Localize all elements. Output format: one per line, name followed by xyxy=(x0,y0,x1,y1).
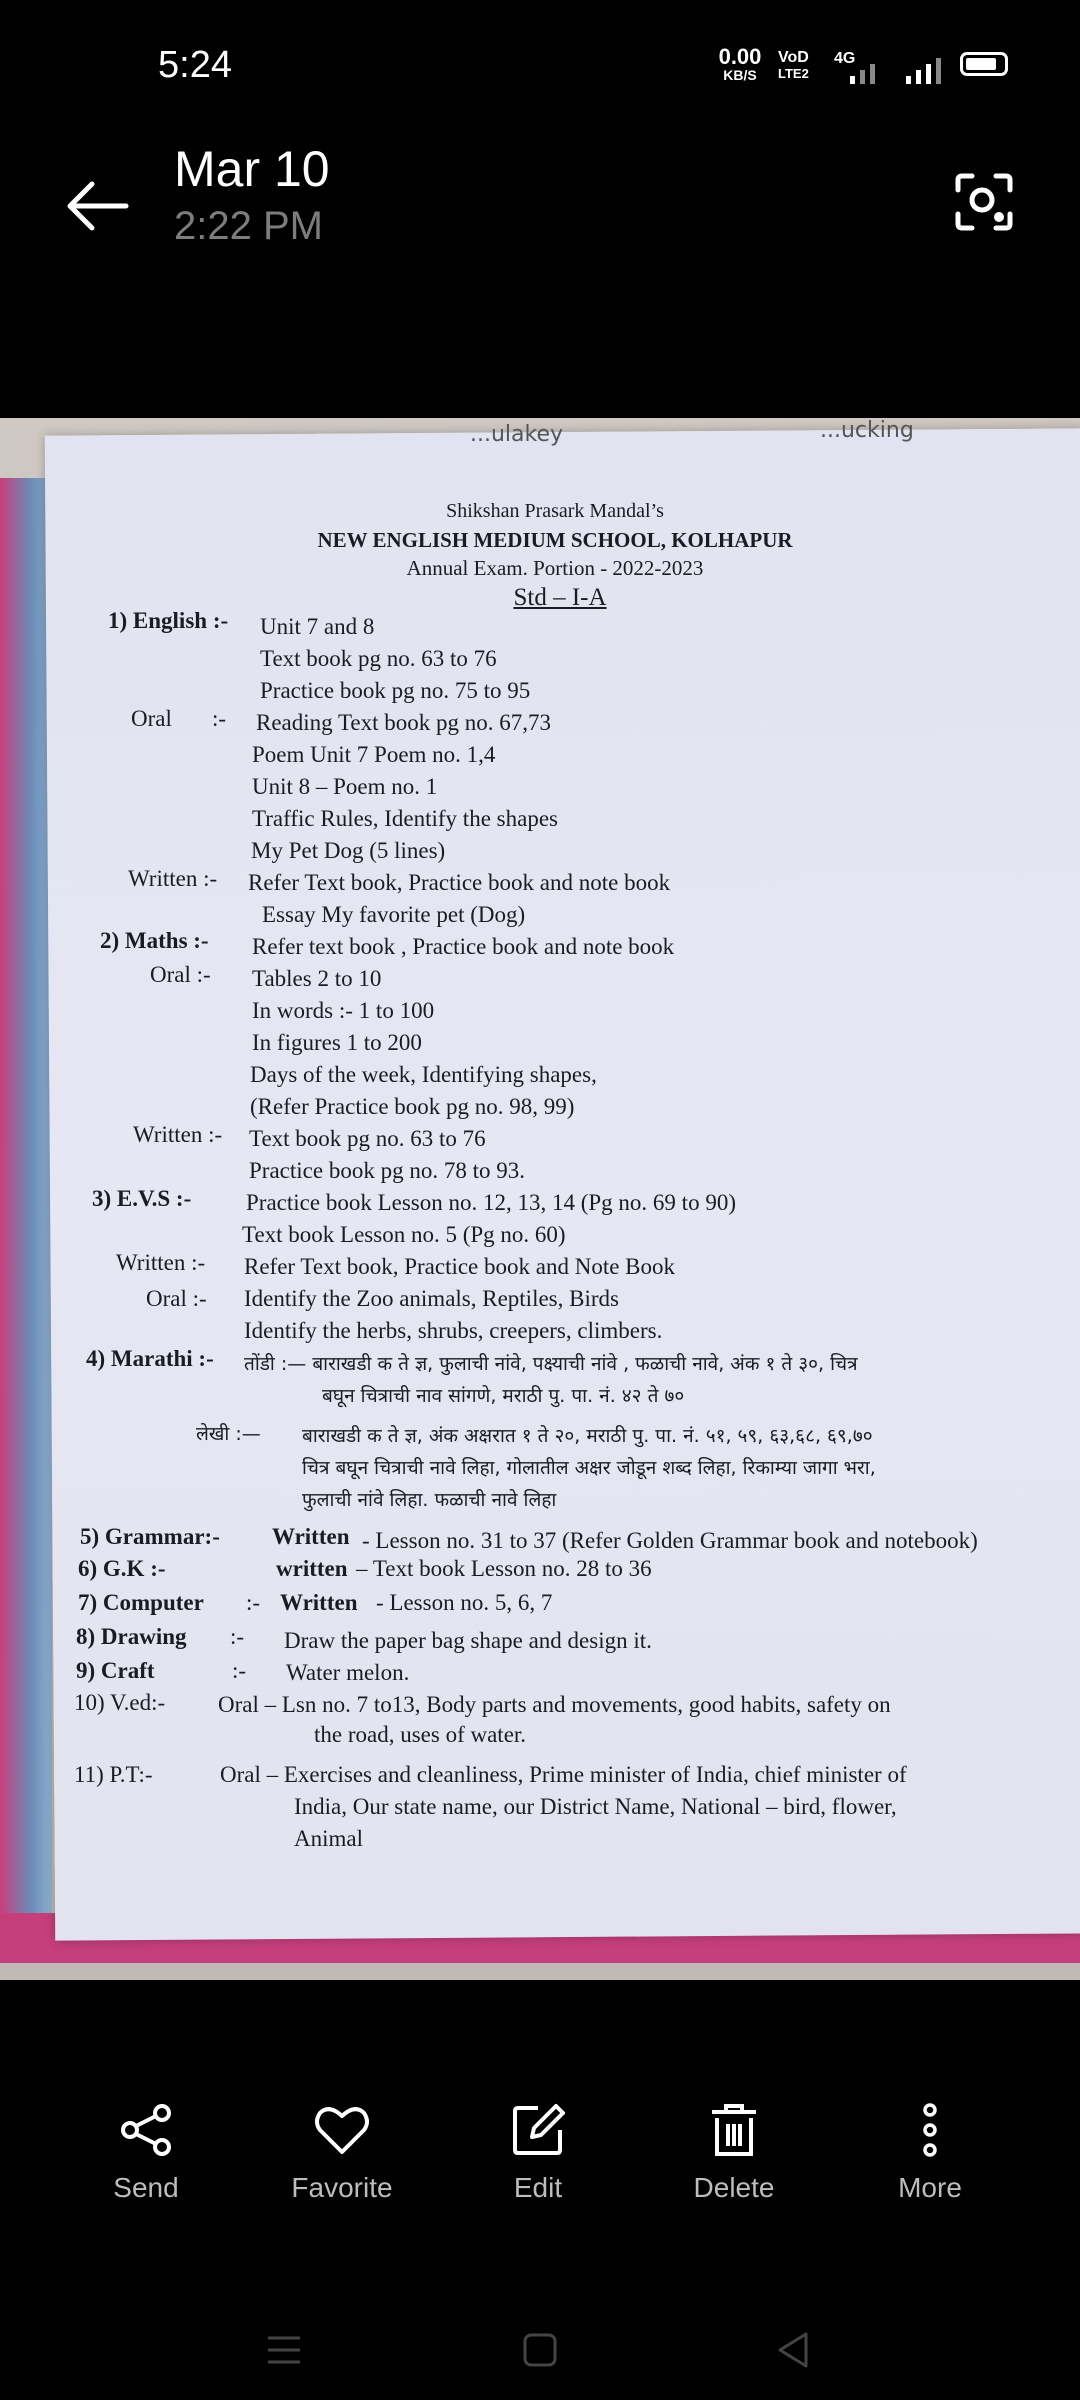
doc-line: Days of the week, Identifying shapes, xyxy=(250,1062,597,1087)
status-bar xyxy=(0,0,1080,130)
heart-icon xyxy=(312,2100,372,2160)
top-bar xyxy=(0,130,1080,280)
doc-line: लेखी :— xyxy=(196,1423,261,1445)
doc-line: My Pet Dog (5 lines) xyxy=(251,838,446,863)
network-speed-unit: KB/S xyxy=(723,67,757,83)
delete-button[interactable] xyxy=(644,2100,824,2204)
doc-line: Tables 2 to 10 xyxy=(252,966,382,991)
doc-line: बाराखडी क ते ज्ञ, अंक अक्षरात १ ते २०, मराठी पु. पा. नं. ५१, ५९, ६३,६८, ६९,७० xyxy=(302,1425,873,1447)
doc-line: 2) Maths :- xyxy=(100,928,209,953)
doc-line: (Refer Practice book pg no. 98, 99) xyxy=(250,1094,575,1119)
doc-line: Text book pg no. 63 to 76 xyxy=(260,646,497,671)
doc-line: 11) P.T:- xyxy=(74,1762,153,1787)
doc-line: Practice book Lesson no. 12, 13, 14 (Pg no. 69 to 90) xyxy=(246,1190,736,1215)
network-speed xyxy=(712,44,768,84)
send-button[interactable] xyxy=(56,2100,236,2204)
doc-line: 10) V.ed:- xyxy=(74,1690,166,1715)
doc-std: Std – I-A xyxy=(513,584,607,611)
doc-line: – Text book Lesson no. 28 to 36 xyxy=(356,1556,652,1581)
doc-line: In words :- 1 to 100 xyxy=(252,998,435,1023)
doc-line: 1) English :- xyxy=(108,608,229,633)
back-triangle-icon[interactable] xyxy=(774,2330,814,2370)
favorite-label: Favorite xyxy=(291,2172,393,2203)
doc-line: Refer text book , Practice book and note book xyxy=(252,934,675,959)
handwriting-left: ...ulakey xyxy=(470,422,564,447)
doc-line: Identify the Zoo animals, Reptiles, Birds xyxy=(244,1286,619,1311)
doc-line: :- xyxy=(246,1590,261,1615)
doc-line: Text book pg no. 63 to 76 xyxy=(249,1126,486,1151)
doc-line: फुलाची नांवे लिहा. फळाची नावे लिहा xyxy=(302,1489,557,1511)
doc-line: :- xyxy=(232,1658,247,1683)
photo-time: 2:22 PM xyxy=(174,204,323,248)
delete-label: Delete xyxy=(693,2172,775,2203)
doc-line: Oral – Lsn no. 7 to13, Body parts and movements, good habits, safety on xyxy=(218,1692,891,1717)
lens-scan-icon[interactable] xyxy=(952,170,1016,234)
doc-line: Identify the herbs, shrubs, creepers, climbers. xyxy=(244,1318,663,1343)
doc-line: written xyxy=(276,1556,348,1581)
edit-label: Edit xyxy=(513,2172,563,2203)
more-button[interactable] xyxy=(840,2100,1020,2204)
volte-top: VoD xyxy=(778,49,809,66)
system-nav-bar xyxy=(0,2300,1080,2400)
doc-line: Refer Text book, Practice book and Note Book xyxy=(244,1254,676,1279)
back-arrow-icon[interactable] xyxy=(62,170,134,242)
doc-line: In figures 1 to 200 xyxy=(252,1030,422,1055)
doc-line: Practice book pg no. 75 to 95 xyxy=(260,678,531,703)
doc-line: 8) Drawing xyxy=(76,1624,187,1649)
doc-line: Practice book pg no. 78 to 93. xyxy=(249,1158,525,1183)
doc-line: Written xyxy=(280,1590,358,1615)
doc-line: Refer Text book, Practice book and note book xyxy=(248,870,671,895)
send-label: Send xyxy=(113,2172,179,2203)
edit-button[interactable] xyxy=(448,2100,628,2204)
doc-line: Oral xyxy=(131,706,172,731)
doc-line: Written xyxy=(272,1524,350,1549)
doc-line: Unit 7 and 8 xyxy=(260,614,375,639)
doc-line: 5) Grammar:- xyxy=(80,1524,220,1549)
doc-line: :- xyxy=(212,706,227,731)
signal-icon xyxy=(830,48,950,88)
volte-indicator xyxy=(778,50,809,82)
volte-bottom: LTE2 xyxy=(778,66,809,81)
doc-line: :- xyxy=(230,1624,245,1649)
doc-line: चित्र बघून चित्राची नावे लिहा, गोलातील अक्षर जोडून शब्द लिहा, रिकाम्या जागा भरा, xyxy=(302,1457,876,1479)
doc-line: Draw the paper bag shape and design it. xyxy=(284,1628,652,1653)
doc-line: Unit 8 – Poem no. 1 xyxy=(252,774,438,799)
share-icon xyxy=(116,2100,176,2160)
doc-line: Traffic Rules, Identify the shapes xyxy=(252,806,558,831)
photo-viewer[interactable] xyxy=(0,418,1080,1980)
doc-line: 6) G.K :- xyxy=(78,1556,166,1581)
edit-icon xyxy=(508,2100,568,2160)
doc-exam: Annual Exam. Portion - 2022-2023 xyxy=(406,556,704,580)
doc-line: 7) Computer xyxy=(78,1590,204,1615)
more-vertical-icon xyxy=(900,2100,960,2160)
doc-line: Animal xyxy=(294,1826,363,1851)
doc-line: India, Our state name, our District Name, National – bird, flower, xyxy=(294,1794,897,1819)
doc-org: Shikshan Prasark Mandal’s xyxy=(446,500,664,522)
menu-icon[interactable] xyxy=(264,2330,304,2370)
doc-line: 3) E.V.S :- xyxy=(92,1186,192,1211)
doc-line: 4) Marathi :- xyxy=(86,1346,214,1371)
favorite-button[interactable] xyxy=(252,2100,432,2204)
trash-icon xyxy=(704,2100,764,2160)
status-time: 5:24 xyxy=(158,44,232,86)
document-text xyxy=(0,418,1080,1980)
network-type: 4G xyxy=(834,50,856,67)
photo-date: Mar 10 xyxy=(174,141,330,197)
doc-line: 9) Craft xyxy=(76,1658,155,1683)
doc-line: Oral – Exercises and cleanliness, Prime minister of India, chief minister of xyxy=(220,1762,907,1787)
doc-school: NEW ENGLISH MEDIUM SCHOOL, KOLHAPUR xyxy=(317,528,793,552)
doc-line: the road, uses of water. xyxy=(314,1722,527,1747)
doc-line: Oral :- xyxy=(150,962,211,987)
doc-line: Written :- xyxy=(133,1122,223,1147)
battery-icon xyxy=(960,52,1008,76)
handwriting-right: ...ucking xyxy=(820,418,914,443)
doc-line: Poem Unit 7 Poem no. 1,4 xyxy=(252,742,496,767)
doc-line: Essay My favorite pet (Dog) xyxy=(262,902,526,927)
doc-line: - Lesson no. 31 to 37 (Refer Golden Grammar book and notebook) xyxy=(362,1528,978,1553)
doc-line: Water melon. xyxy=(286,1660,410,1685)
doc-line: Text book Lesson no. 5 (Pg no. 60) xyxy=(242,1222,566,1247)
doc-line: - Lesson no. 5, 6, 7 xyxy=(376,1590,553,1615)
home-icon[interactable] xyxy=(520,2330,560,2370)
doc-line: तोंडी :— बाराखडी क ते ज्ञ, फुलाची नांवे, पक्ष्याची नांवे , फळाची नावे, अंक १ ते ३०, चित्र xyxy=(244,1353,858,1375)
doc-line: Written :- xyxy=(128,866,218,891)
doc-line: बघून चित्राची नाव सांगणे, मराठी पु. पा. नं. ४२ ते ७० xyxy=(322,1385,685,1407)
doc-line: Written :- xyxy=(116,1250,206,1275)
doc-line: Reading Text book pg no. 67,73 xyxy=(256,710,552,735)
network-speed-value: 0.00 xyxy=(718,44,762,69)
bottom-action-bar xyxy=(0,2100,1080,2250)
more-label: More xyxy=(898,2172,962,2203)
doc-line: Oral :- xyxy=(146,1286,207,1311)
